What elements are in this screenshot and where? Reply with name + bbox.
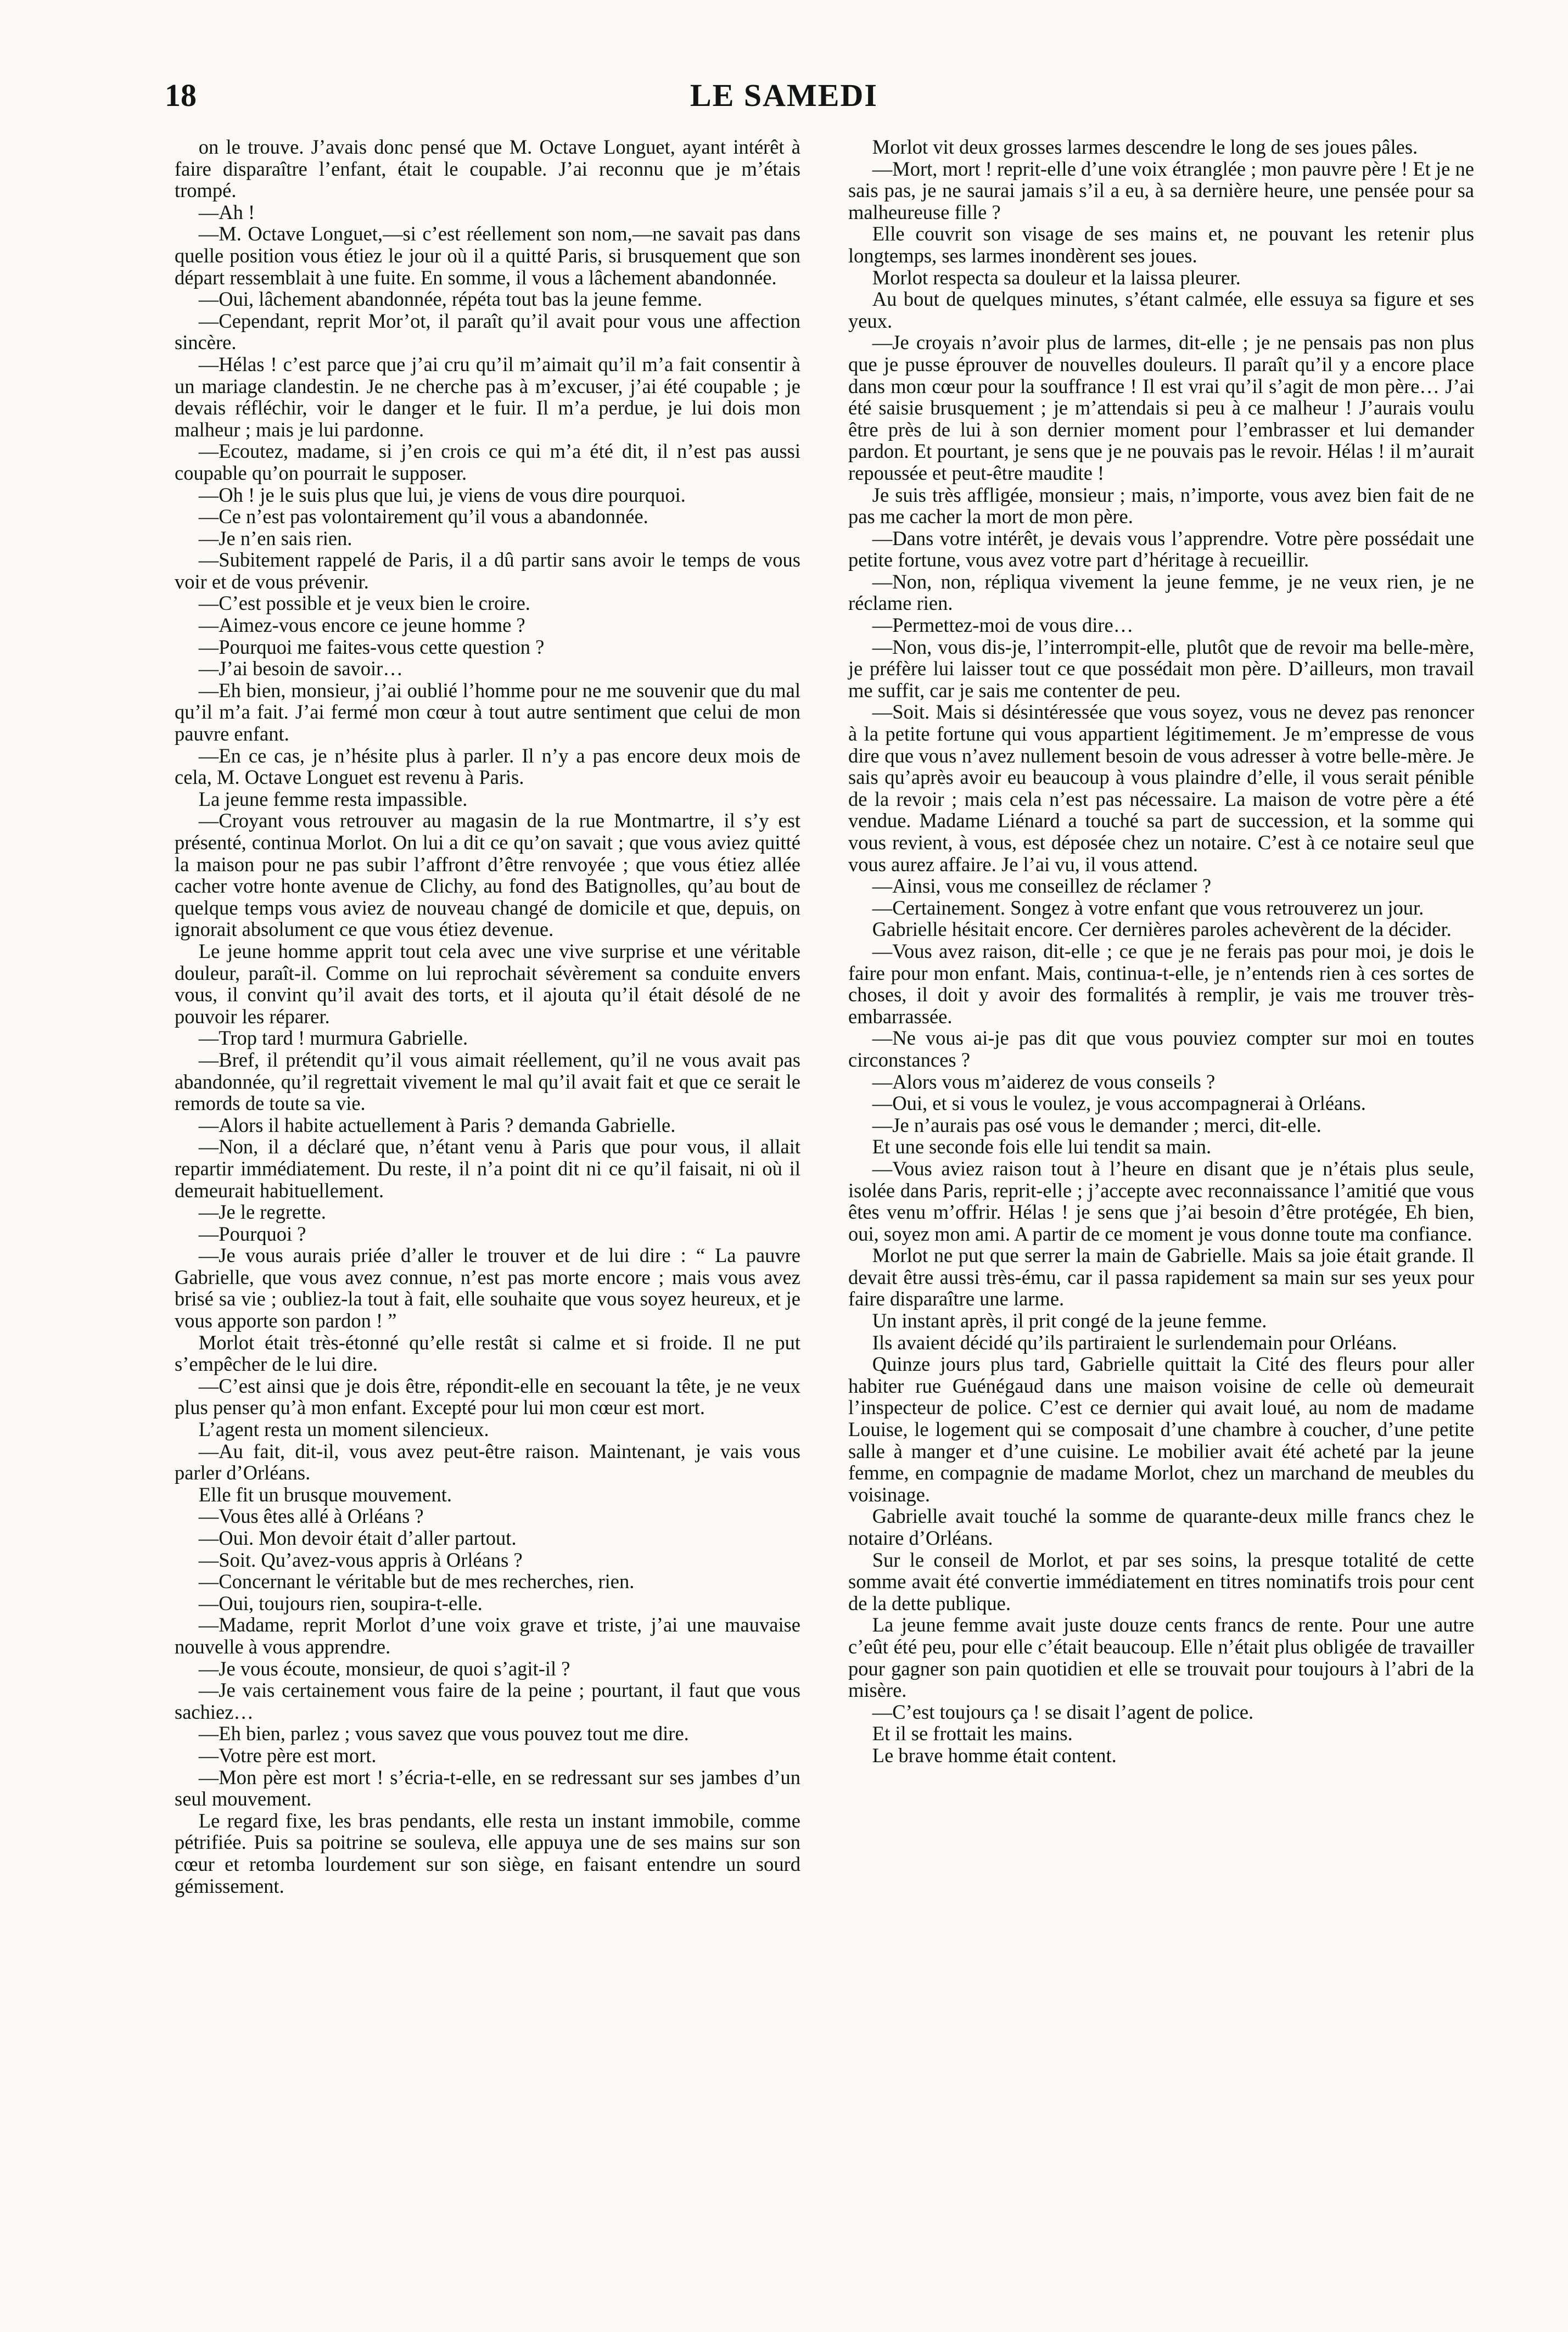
paragraph: —Je vous écoute, monsieur, de quoi s’agit-il ? [198, 1657, 570, 1680]
running-title: LE SAMEDI [690, 77, 878, 113]
paragraph: Le regard fixe, les bras pendants, elle resta un instant immobile, comme pétrifiée. Puis sa poitrine se souleva, elle appuya une de ses mains sur son cœur et retomba lourdement sur son siège, en faisant entendre un sourd gémissement. [175, 1809, 800, 1897]
paragraph: Elle couvrit son visage de ses mains et, ne pouvant les retenir plus longtemps, ses larmes inondèrent ses joues. [848, 222, 1474, 267]
paragraph: Morlot était très-étonné qu’elle restât si calme et si froide. Il ne put s’empêcher de le lui dire. [175, 1331, 800, 1376]
paragraph: —M. Octave Longuet,—si c’est réellement son nom,—ne savait pas dans quelle position vous étiez le jour où il a quitté Paris, si brusquement que son départ ressemblait à une fuite. En somme, il vous a lâchement abandonnée. [175, 222, 800, 289]
paragraph: —Croyant vous retrouver au magasin de la rue Montmartre, il s’y est présenté, continua Morlot. On lui a dit ce qu’on savait ; que vous aviez quitté la maison pour ne pas subir l’affront d’être renvoyée ; que vous étiez allée cacher votre honte avenue de Clichy, au fond des Batignolles, qu’au bout de quelque temps vous aviez de nouveau changé de domicile et que, depuis, on ignorait absolument ce que vous étiez devenue. [175, 809, 800, 941]
paragraph: —Dans votre intérêt, je devais vous l’apprendre. Votre père possédait une petite fortune, vous avez votre part d’héritage à recueillir. [848, 526, 1474, 571]
paragraph: —Non, non, répliqua vivement la jeune femme, je ne veux rien, je ne réclame rien. [848, 570, 1474, 615]
paragraph: —Je le regrette. [198, 1201, 326, 1224]
paragraph: —Oui, toujours rien, soupira-t-elle. [198, 1591, 483, 1615]
paragraph: —Vous êtes allé à Orléans ? [198, 1505, 424, 1528]
page-number: 18 [165, 77, 197, 113]
paragraph: Morlot ne put que serrer la main de Gabrielle. Mais sa joie était grande. Il devait être aussi très-ému, car il passa rapidement sa main sur ses yeux pour faire disparaître une larme. [848, 1244, 1474, 1310]
paragraph: —Hélas ! c’est parce que j’ai cru qu’il m’aimait qu’il m’a fait consentir à un mariage clandestin. Je ne cherche pas à m’excuser, j’ai été coupable ; je devais réfléchir, voir le danger et le fuir. Il m’a perdue, je lui dois mon malheur ; mais je lui pardonne. [175, 352, 800, 441]
paragraph: —J’ai besoin de savoir… [198, 657, 403, 680]
paragraph: —Je vais certainement vous faire de la peine ; pourtant, il faut que vous sachiez… [175, 1679, 800, 1723]
paragraph: —Subitement rappelé de Paris, il a dû partir sans avoir le temps de vous voir et de vous prévenir. [175, 548, 800, 593]
paragraph: —Ecoutez, madame, si j’en crois ce qui m’a été dit, il n’est pas aussi coupable qu’on pourrait le supposer. [175, 440, 800, 484]
paragraph: —Oh ! je le suis plus que lui, je viens de vous dire pourquoi. [198, 483, 686, 506]
paragraph: L’agent resta un moment silencieux. [198, 1418, 489, 1441]
paragraph: —C’est ainsi que je dois être, répondit-elle en secouant la tête, je ne veux plus penser qu’à mon enfant. Excepté pour lui mon cœur est mort. [175, 1374, 800, 1419]
paragraph: Au bout de quelques minutes, s’étant calmée, elle essuya sa figure et ses yeux. [848, 288, 1474, 332]
paragraph: —Madame, reprit Morlot d’une voix grave et triste, j’ai une mauvaise nouvelle à vous apprendre. [175, 1613, 800, 1658]
paragraph: Morlot respecta sa douleur et la laissa pleurer. [872, 266, 1241, 289]
paragraph: Gabrielle hésitait encore. Cer dernières paroles achevèrent de la décider. [872, 918, 1452, 941]
paragraph: —Soit. Qu’avez-vous appris à Orléans ? [198, 1548, 523, 1571]
paragraph: —C’est toujours ça ! se disait l’agent de police. [872, 1700, 1254, 1723]
paragraph: Elle fit un brusque mouvement. [198, 1483, 452, 1506]
paragraph: —Non, vous dis-je, l’interrompit-elle, plutôt que de revoir ma belle-mère, je préfère lui laisser tout ce que possédait mon père. D’ailleurs, mon travail me suffit, car je sais me contenter de peu. [848, 635, 1474, 702]
paragraph: —Vous avez raison, dit-elle ; ce que je ne ferais pas pour moi, je dois le faire pour mon enfant. Mais, continua-t-elle, je n’entends rien à ces sortes de choses, il doit y avoir des formalités à remplir, je vais me trouver très-embarrassée. [848, 939, 1474, 1028]
paragraph: —Ah ! [198, 200, 255, 223]
paragraph: Morlot vit deux grosses larmes descendre le long de ses joues pâles. [872, 136, 1418, 158]
paragraph: —C’est possible et je veux bien le croire. [198, 592, 530, 615]
paragraph: —Au fait, dit-il, vous avez peut-être raison. Maintenant, je vais vous parler d’Orléans. [175, 1439, 800, 1484]
paragraph: Et une seconde fois elle lui tendit sa main. [872, 1135, 1212, 1158]
paragraph: —Eh bien, parlez ; vous savez que vous pouvez tout me dire. [198, 1722, 689, 1745]
paragraph: —Non, il a déclaré que, n’étant venu à Paris que pour vous, il allait repartir immédiatement. Du reste, il n’a point dit ni ce qu’il faisait, ni où il demeurait habituellement. [175, 1135, 800, 1202]
paragraph: Sur le conseil de Morlot, et par ses soins, la presque totalité de cette somme avait été convertie immédiatement en titres nominatifs trois pour cent de la dette publique. [848, 1548, 1474, 1615]
paragraph: —Ce n’est pas volontairement qu’il vous a abandonnée. [198, 505, 648, 528]
paragraph: —Alors il habite actuellement à Paris ? demanda Gabrielle. [198, 1113, 676, 1136]
paragraph: —Soit. Mais si désintéressée que vous soyez, vous ne devez pas renoncer à la petite fortune qui vous appartient légitimement. Je m’empresse de vous dire que vous n’avez nullement besoin de vous adresser à votre belle-mère. Je sais qu’après avoir eu beaucoup à vous plaindre d’elle, il vous serait pénible de la revoir ; mais cela n’est pas nécessaire. La maison de votre père a été vendue. Madame Liénard a touché sa part de succession, et la somme qui vous revient, à vous, est déposée chez un notaire. C’est à ce notaire seul que vous aurez affaire. Je l’ai vu, il vous attend. [848, 700, 1474, 876]
paragraph: Quinze jours plus tard, Gabrielle quittait la Cité des fleurs pour aller habiter rue Guénégaud dans une maison voisine de celle où demeurait l’inspecteur de police. C’est ce dernier qui avait loué, au nom de madame Louise, le logement qui se composait d’une chambre à coucher, d’une petite salle à manger et d’une cuisine. Le mobilier avait été acheté par la jeune femme, en compagnie de madame Morlot, chez un marchand de meubles du voisinage. [848, 1353, 1474, 1506]
text-column-left [175, 136, 800, 1897]
page-header [0, 0, 1568, 132]
paragraph: Ils avaient décidé qu’ils partiraient le surlendemain pour Orléans. [872, 1331, 1397, 1354]
paragraph: on le trouve. J’avais donc pensé que M. Octave Longuet, ayant intérêt à faire disparaître l’enfant, était le coupable. J’ai reconnu que je m’étais trompé. [175, 136, 800, 202]
paragraph: —Je croyais n’avoir plus de larmes, dit-elle ; je ne pensais pas non plus que je pusse éprouver de nouvelles douleurs. Il paraît qu’il y a encore place dans mon cœur pour la souffrance ! Il est vrai qu’il s’agit de mon père… J’ai été saisie brusquement ; je m’attendais si peu à ce malheur ! J’aurais voulu être près de lui à son dernier moment pour l’embrasser et lui demander pardon. Et pourtant, je sens que je ne pouvais pas le revoir. Hélas ! il m’aurait repoussée et peut-être maudite ! [848, 331, 1474, 484]
paragraph: —Ne vous ai-je pas dit que vous pouviez compter sur moi en toutes circonstances ? [848, 1027, 1474, 1071]
paragraph: —Bref, il prétendit qu’il vous aimait réellement, qu’il ne vous avait pas abandonnée, qu’il regrettait vivement le mal qu’il avait fait et que ce serait le remords de toute sa vie. [175, 1048, 800, 1115]
paragraph: —Je n’en sais rien. [198, 526, 352, 550]
paragraph: La jeune femme avait juste douze cents francs de rente. Pour une autre c’eût été peu, pour elle c’était beaucoup. Elle n’était plus obligée de travailler pour gagner son pain quotidien et elle se trouvait pour toujours à l’abri de la misère. [848, 1613, 1474, 1702]
text-column-right [848, 136, 1474, 1767]
paragraph: —Permettez-moi de vous dire… [872, 614, 1134, 637]
paragraph: —Je vous aurais priée d’aller le trouver et de lui dire : “ La pauvre Gabrielle, que vous avez connue, n’est pas morte encore ; mais vous avez brisé sa vie ; oubliez-la tout à fait, elle souhaite que vous soyez heureux, et je vous apporte son pardon ! ” [175, 1244, 800, 1332]
paragraph: —Certainement. Songez à votre enfant que vous retrouverez un jour. [872, 896, 1424, 919]
paragraph: —Vous aviez raison tout à l’heure en disant que je n’étais plus seule, isolée dans Paris, reprit-elle ; j’accepte avec reconnaissance l’amitié que vous êtes venu m’offrir. Hélas ! je sens que j’ai besoin d’être protégée, Eh bien, oui, soyez mon ami. A partir de ce moment je vous donne toute ma confiance. [848, 1157, 1474, 1245]
paragraph: —Pourquoi me faites-vous cette question ? [198, 635, 545, 658]
paragraph: Gabrielle avait touché la somme de quarante-deux mille francs chez le notaire d’Orléans. [848, 1505, 1474, 1549]
paragraph: —Oui, lâchement abandonnée, répéta tout bas la jeune femme. [198, 288, 703, 311]
paragraph: —Trop tard ! murmura Gabrielle. [198, 1027, 468, 1050]
paragraph: —Aimez-vous encore ce jeune homme ? [198, 614, 525, 637]
paragraph: —Oui. Mon devoir était d’aller partout. [198, 1527, 517, 1549]
paragraph: —En ce cas, je n’hésite plus à parler. Il n’y a pas encore deux mois de cela, M. Octave Longuet est revenu à Paris. [175, 744, 800, 789]
paragraph: —Je n’aurais pas osé vous le demander ; merci, dit-elle. [872, 1113, 1321, 1136]
paragraph: —Votre père est mort. [198, 1744, 377, 1767]
paragraph: Je suis très affligée, monsieur ; mais, n’importe, vous avez bien fait de ne pas me cacher la mort de mon père. [848, 483, 1474, 528]
paragraph: Et il se frottait les mains. [872, 1722, 1073, 1745]
paragraph: —Pourquoi ? [198, 1222, 306, 1245]
paragraph: Le jeune homme apprit tout cela avec une vive surprise et une véritable douleur, paraît-il. Comme on lui reprochait sévèrement sa conduite envers vous, il convint qu’il avait des torts, et il ajouta qu’il était désolé de ne pouvoir les réparer. [175, 939, 800, 1028]
paragraph: —Cependant, reprit Mor’ot, il paraît qu’il avait pour vous une affection sincère. [175, 309, 800, 354]
paragraph: —Mort, mort ! reprit-elle d’une voix étranglée ; mon pauvre père ! Et je ne sais pas, je ne saurai jamais s’il a eu, à sa dernière heure, une pensée pour sa malheureuse fille ? [848, 157, 1474, 223]
paragraph: —Concernant le véritable but de mes recherches, rien. [198, 1570, 635, 1593]
paragraph: —Ainsi, vous me conseillez de réclamer ? [872, 874, 1212, 898]
paragraph: Le brave homme était content. [872, 1744, 1117, 1767]
paragraph: —Mon père est mort ! s’écria-t-elle, en se redressant sur ses jambes d’un seul mouvement. [175, 1765, 800, 1810]
paragraph: Un instant après, il prit congé de la jeune femme. [872, 1309, 1267, 1332]
paragraph: —Alors vous m’aiderez de vous conseils ? [872, 1070, 1216, 1093]
paragraph: —Oui, et si vous le voulez, je vous accompagnerai à Orléans. [872, 1092, 1366, 1115]
paragraph: —Eh bien, monsieur, j’ai oublié l’homme pour ne me souvenir que du mal qu’il m’a fait. J’ai fermé mon cœur à tout autre sentiment que celui de mon pauvre enfant. [175, 679, 800, 745]
paragraph: La jeune femme resta impassible. [198, 787, 468, 810]
